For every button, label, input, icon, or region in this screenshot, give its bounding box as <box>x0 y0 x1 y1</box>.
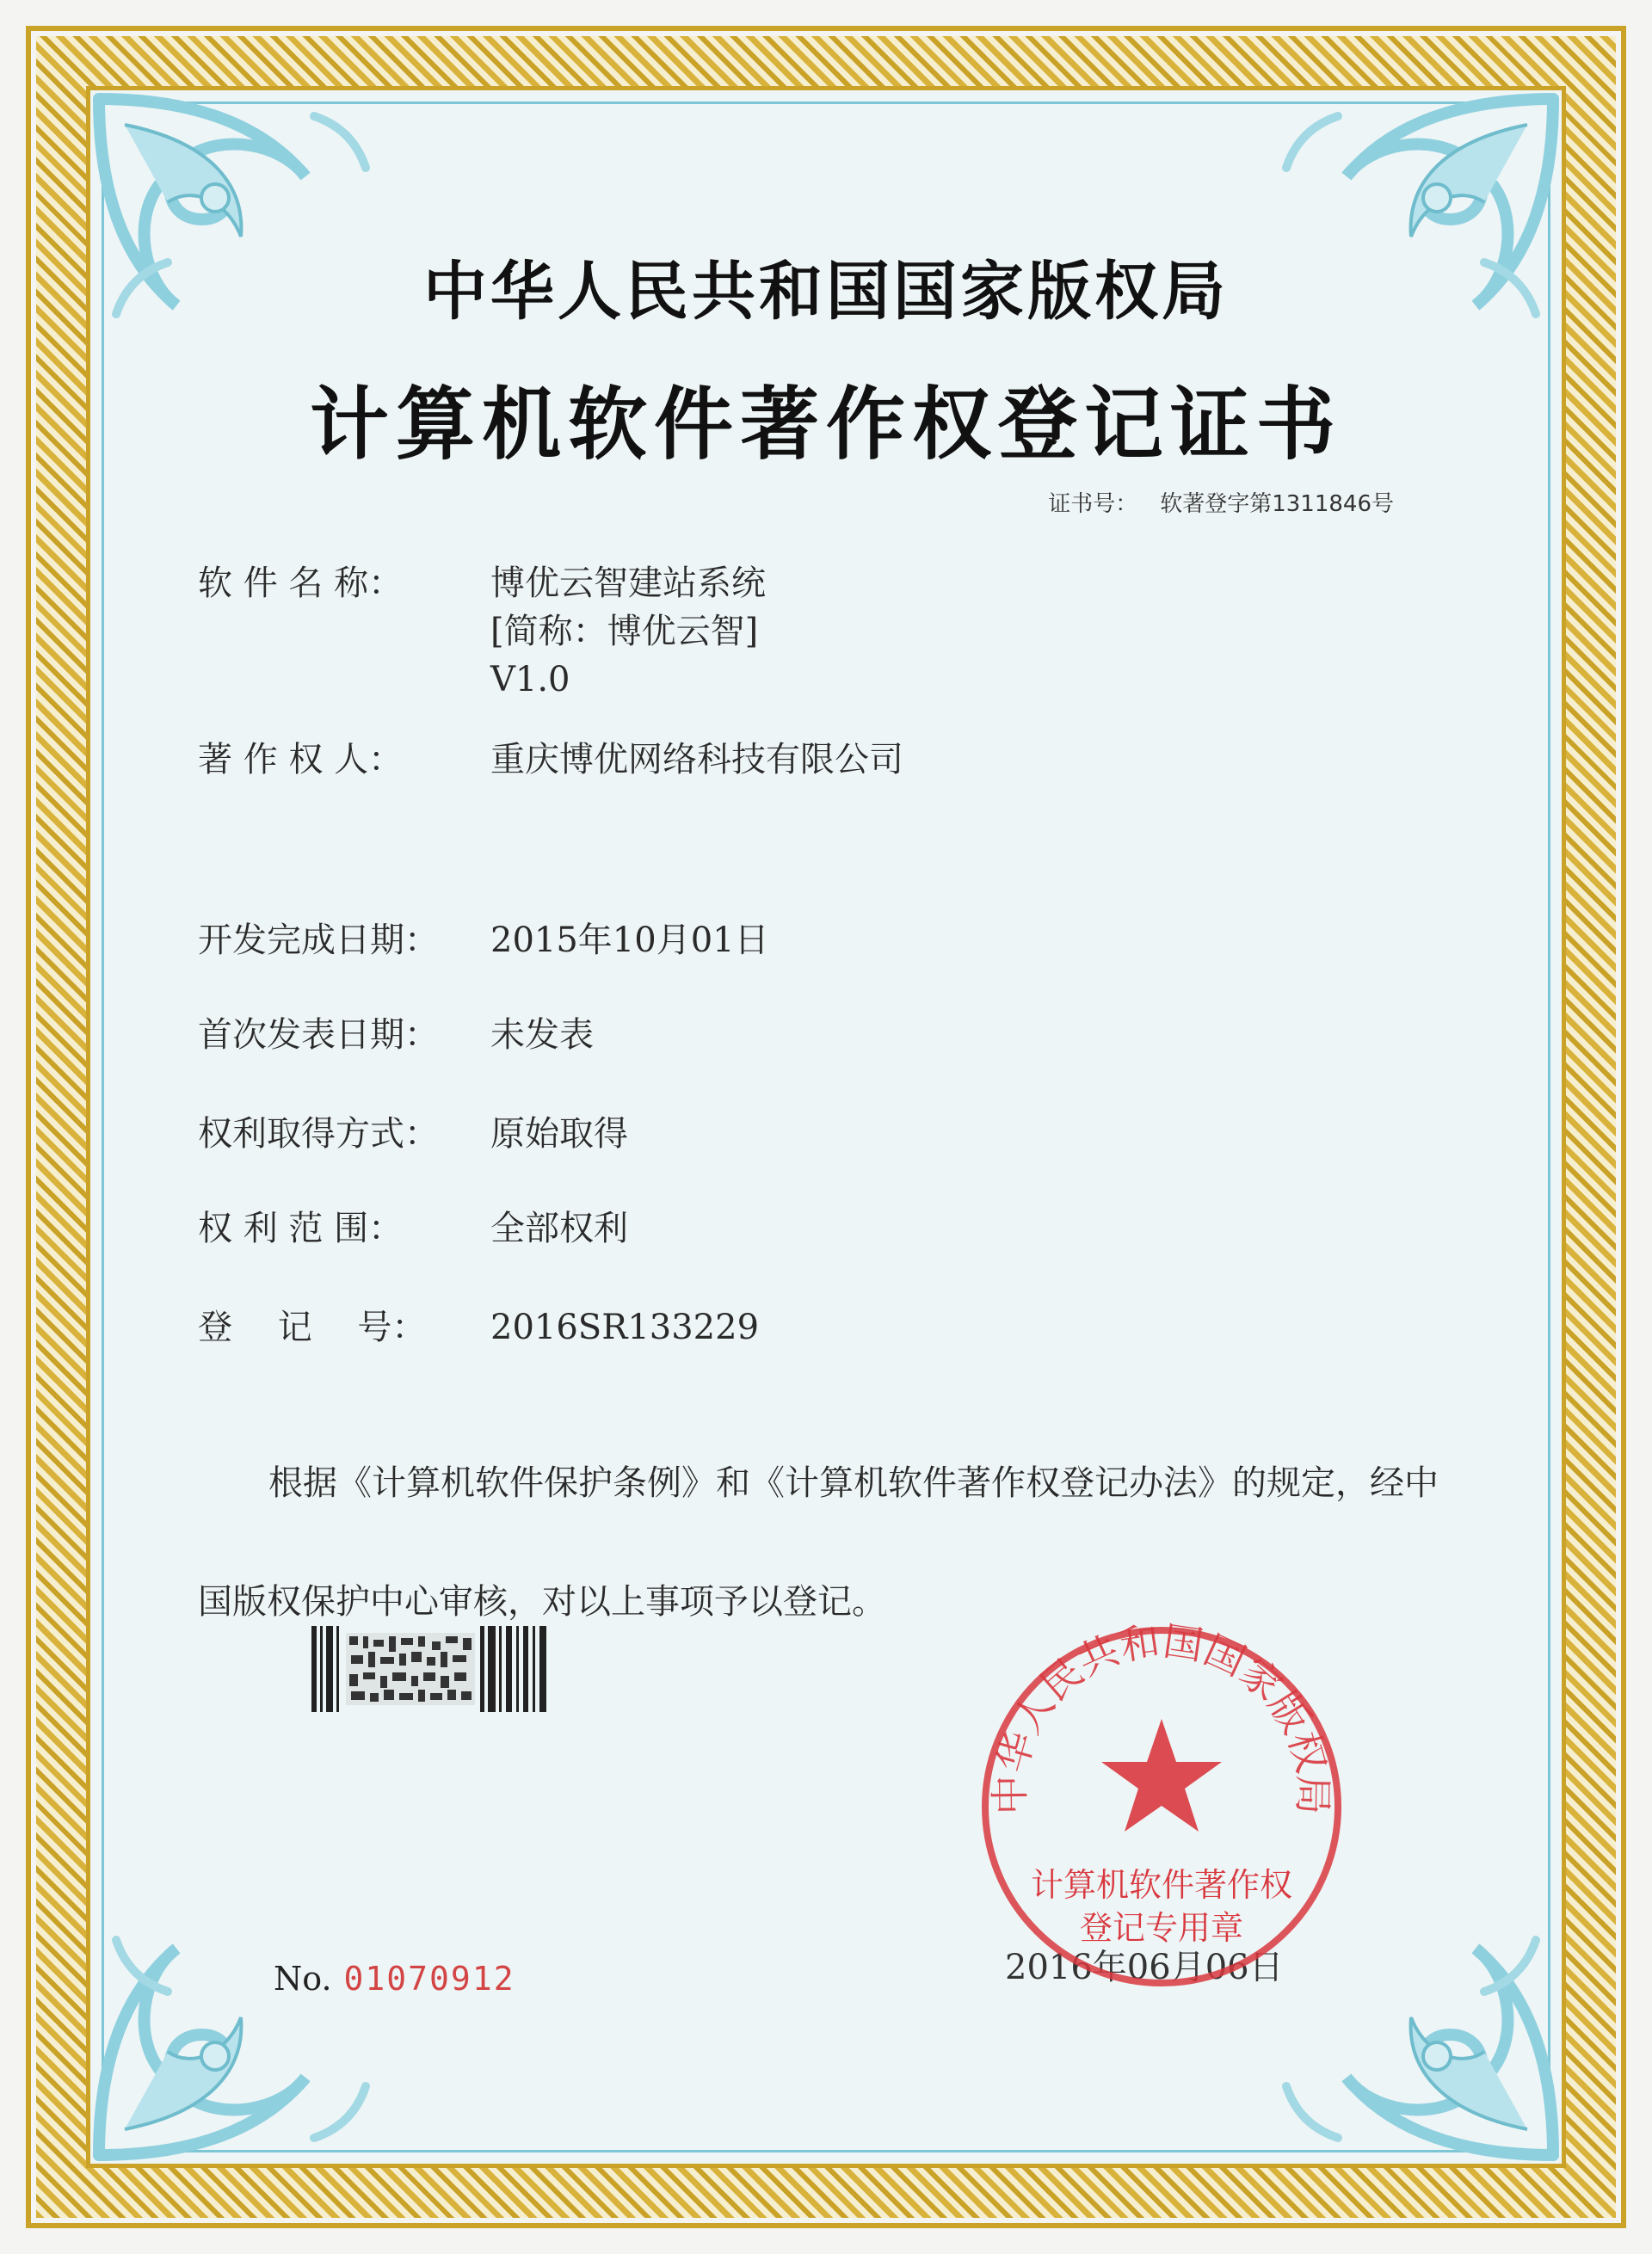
serial-number <box>274 1960 515 1998</box>
field-value: 2015年10月01日 <box>490 921 769 960</box>
field-label: 首次发表日期： <box>198 1015 439 1055</box>
certificate-number <box>1048 486 1394 518</box>
field-value: 2016SR133229 <box>490 1308 760 1347</box>
field-software-name <box>198 559 766 704</box>
seal-line-2: 登记专用章 <box>1079 1909 1243 1947</box>
issuer-heading: 中华人民共和国国家版权局 <box>423 255 1229 329</box>
issue-date: 2016年06月06日 <box>1005 1948 1284 1987</box>
software-short-name-line: [简称：博优云智] <box>490 612 759 651</box>
field-dev-completion-date <box>198 916 769 964</box>
field-label: 登 记 号： <box>198 1308 427 1347</box>
certificate-title: 计算机软件著作权登记证书 <box>309 379 1342 471</box>
certificate-number-label: 证书号： <box>1048 491 1138 517</box>
seal-line-1: 计算机软件著作权 <box>1030 1866 1292 1904</box>
field-label: 权 利 范 围： <box>198 1209 404 1248</box>
barcode-icon <box>311 1626 548 1712</box>
seal-arc-text: 中华人民共和国国家版权局 <box>986 1617 1337 1815</box>
field-registration-number <box>198 1303 759 1352</box>
star-icon <box>1101 1719 1222 1832</box>
field-value: 未发表 <box>490 1015 594 1055</box>
serial-prefix: No. <box>274 1960 332 1998</box>
serial-value: 01070912 <box>343 1960 515 1998</box>
software-name-line: 博优云智建站系统 <box>490 564 766 603</box>
registration-statement: 根据《计算机软件保护条例》和《计算机软件著作权登记办法》的规定，经中国版权保护中心审核，对以上事项予以登记。 <box>198 1463 1439 1622</box>
certificate-number-value: 软著登字第1311846号 <box>1160 491 1394 517</box>
field-value: 重庆博优网络科技有限公司 <box>490 740 903 779</box>
field-first-publication-date <box>198 1011 594 1059</box>
field-label: 开发完成日期： <box>198 921 439 960</box>
field-rights-acquisition <box>198 1110 628 1158</box>
field-value <box>490 559 766 704</box>
field-value: 全部权利 <box>490 1209 628 1248</box>
software-version-line: V1.0 <box>490 660 570 699</box>
field-label: 软 件 名 称： <box>198 564 404 603</box>
field-copyright-owner <box>198 736 903 784</box>
field-label: 权利取得方式： <box>198 1114 439 1154</box>
field-label: 著 作 权 人： <box>198 740 404 779</box>
field-value: 原始取得 <box>490 1114 628 1154</box>
field-rights-scope <box>198 1204 628 1253</box>
official-seal <box>972 1617 1351 1996</box>
